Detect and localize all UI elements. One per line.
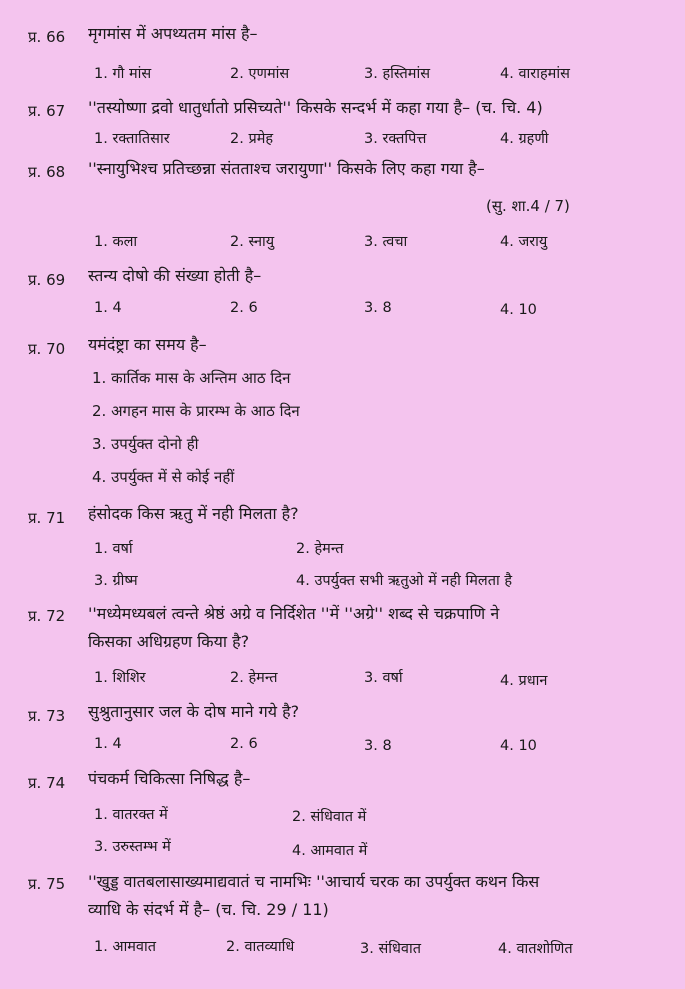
option: 2. 6: [230, 300, 258, 316]
option: 2. प्रमेह: [230, 131, 274, 147]
option: 4. आमवात में: [292, 843, 368, 859]
option: 4. 10: [500, 738, 537, 754]
option: 2. अगहन मास के प्रारम्भ के आठ दिन: [92, 402, 300, 420]
option: 3. त्वचा: [364, 234, 408, 250]
question-text: व्याधि के संदर्भ में है– (च. चि. 29 / 11): [88, 900, 329, 919]
question-text: ''खुड्ड वातबलासाख्यमाद्यवातं च नामभिः ''आचार्य चरक का उपर्युक्त कथन किस: [88, 872, 540, 891]
question-number: प्र. 71: [28, 509, 66, 527]
question-number: प्र. 73: [28, 707, 66, 725]
option: 1. 4: [94, 300, 122, 316]
option: 1. शिशिर: [94, 670, 146, 686]
option: 4. ग्रहणी: [500, 131, 549, 147]
option: 2. हेमन्त: [296, 541, 344, 557]
question-number: प्र. 67: [28, 102, 66, 120]
option: 1. आमवात: [94, 939, 157, 955]
option: 1. वर्षा: [94, 541, 133, 557]
option: 1. गौ मांस: [94, 66, 152, 82]
question-number: प्र. 74: [28, 774, 66, 792]
option: 3. उरुस्तम्भ में: [94, 839, 171, 855]
question-number: प्र. 75: [28, 875, 66, 893]
option: 3. उपर्युक्त दोनो ही: [92, 435, 199, 453]
question-text: ''स्नायुभिश्च प्रतिच्छन्ना संतताश्च जरायुणा'' किसके लिए कहा गया है–: [88, 159, 485, 178]
option: 4. जरायु: [500, 234, 548, 250]
option: 3. वर्षा: [364, 670, 403, 686]
option: 3. संधिवात: [360, 941, 422, 957]
option: 1. 4: [94, 736, 122, 752]
question-text: किसका अधिग्रहण किया है?: [88, 632, 250, 651]
question-text: ''मध्येमध्यबलं त्वन्ते श्रेष्ठं अग्रे व निर्दिशेत ''में ''अग्रे'' शब्द से चक्रपाणि ने: [88, 604, 500, 623]
question-text: मृगमांस में अपथ्यतम मांस है–: [88, 24, 258, 43]
option: 1. वातरक्त में: [94, 807, 168, 823]
question-text: हंसोदक किस ऋतु में नही मिलता है?: [88, 504, 299, 523]
option: 3. रक्तपित्त: [364, 131, 427, 147]
question-number: प्र. 69: [28, 271, 66, 289]
reference: (सु. शा.4 / 7): [486, 197, 570, 215]
option: 4. 10: [500, 302, 537, 318]
option: 4. उपर्युक्त सभी ऋतुओ में नही मिलता है: [296, 573, 513, 589]
question-number: प्र. 66: [28, 28, 66, 46]
question-text: सुश्रुतानुसार जल के दोष माने गये है?: [88, 702, 300, 721]
question-text: यमंदंष्ट्रा का समय है–: [88, 335, 207, 354]
question-text: पंचकर्म चिकित्सा निषिद्ध है–: [88, 769, 251, 788]
question-number: प्र. 68: [28, 163, 66, 181]
option: 1. रक्तातिसार: [94, 131, 170, 147]
option: 1. कार्तिक मास के अन्तिम आठ दिन: [92, 369, 291, 387]
option: 2. स्नायु: [230, 234, 275, 250]
option: 3. 8: [364, 300, 392, 316]
option: 2. संधिवात में: [292, 809, 367, 825]
option: 1. कला: [94, 234, 138, 250]
option: 2. हेमन्त: [230, 670, 278, 686]
option: 4. उपर्युक्त में से कोई नहीं: [92, 468, 235, 486]
option: 4. वातशोणित: [498, 941, 573, 957]
option: 4. प्रधान: [500, 673, 548, 689]
option: 2. एणमांस: [230, 66, 290, 82]
question-number: प्र. 72: [28, 607, 66, 625]
option: 2. 6: [230, 736, 258, 752]
option: 4. वाराहमांस: [500, 66, 570, 82]
option: 3. ग्रीष्म: [94, 573, 138, 589]
question-number: प्र. 70: [28, 340, 66, 358]
option: 3. हस्तिमांस: [364, 66, 431, 82]
option: 3. 8: [364, 738, 392, 754]
option: 2. वातव्याधि: [226, 939, 295, 955]
question-text: ''तस्योष्णा द्रवो धातुर्धातो प्रसिच्यते'' किसके सन्दर्भ में कहा गया है– (च. चि. 4): [88, 98, 543, 117]
question-text: स्तन्य दोषो की संख्या होती है–: [88, 266, 262, 285]
